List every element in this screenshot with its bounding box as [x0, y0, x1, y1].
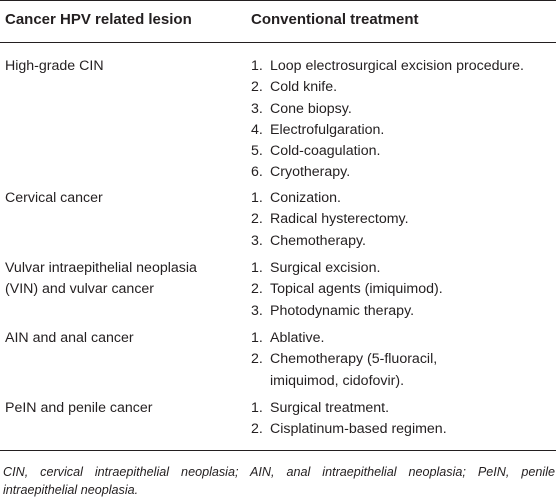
- header-treatment: Conventional treatment: [251, 11, 419, 28]
- item-text: Ablative.: [270, 330, 325, 346]
- row-lesion: [5, 56, 104, 77]
- treatment-item: [251, 77, 524, 98]
- item-number: 1.: [251, 58, 263, 74]
- treatment-item: [251, 188, 409, 209]
- item-text: Cisplatinum-based regimen.: [270, 421, 447, 438]
- lesion-line: AIN and anal cancer: [5, 330, 134, 346]
- lesion-line: PeIN and penile cancer: [5, 400, 153, 416]
- treatment-item: [251, 349, 437, 370]
- treatment-item: [251, 56, 524, 77]
- item-text: Cold knife.: [270, 79, 338, 96]
- item-number: 4.: [251, 121, 263, 138]
- row-lesion: [5, 258, 197, 301]
- table-footnote: CIN, cervical intraepithelial neoplasia; AIN, anal intraepithelial neoplasia; PeIN, penile intraepithelial neoplasia.: [3, 465, 555, 497]
- treatment-item: [251, 120, 524, 141]
- item-number: 1.: [251, 260, 263, 276]
- item-text: Cold-coagulation.: [270, 143, 381, 160]
- item-number: 3.: [251, 100, 263, 117]
- row-lesion: [5, 328, 134, 349]
- treatment-item: [251, 258, 443, 279]
- treatment-item: [251, 301, 443, 322]
- lesion-line: Vulvar intraepithelial neoplasia: [5, 260, 197, 276]
- item-number: 3.: [251, 232, 263, 249]
- item-text: Chemotherapy.: [270, 232, 366, 249]
- item-number: 2.: [251, 79, 263, 96]
- item-text: Radical hysterectomy.: [270, 211, 409, 228]
- item-text: Chemotherapy (5-fluoracil,: [270, 351, 438, 368]
- item-number: 2.: [251, 351, 263, 368]
- row-lesion: [5, 188, 103, 209]
- treatment-item: [251, 279, 443, 300]
- item-number: 1.: [251, 330, 263, 346]
- row-treatments: [251, 328, 437, 392]
- treatment-item: [251, 141, 524, 162]
- item-number: 6.: [251, 164, 263, 181]
- item-text: Topical agents (imiquimod).: [270, 281, 443, 298]
- row-treatments: [251, 398, 447, 441]
- item-text: Conization.: [270, 190, 341, 206]
- treatment-item: [251, 328, 437, 349]
- item-text: Surgical excision.: [270, 260, 381, 276]
- item-number: 1.: [251, 190, 263, 206]
- header-lesion: Cancer HPV related lesion: [5, 11, 192, 28]
- item-number: 1.: [251, 400, 263, 416]
- table-top-rule: [0, 0, 556, 1]
- item-text: imiquimod, cidofovir).: [270, 372, 405, 389]
- treatment-item: [251, 99, 524, 120]
- row-treatments: [251, 258, 443, 322]
- treatment-item: [251, 209, 409, 230]
- treatment-item-continuation: [251, 371, 437, 392]
- lesion-line: Cervical cancer: [5, 190, 103, 206]
- item-text: Cone biopsy.: [270, 100, 352, 117]
- item-number: 5.: [251, 143, 263, 160]
- item-number: 2.: [251, 281, 263, 298]
- lesion-line: (VIN) and vulvar cancer: [5, 281, 155, 298]
- lesion-line: High-grade CIN: [5, 58, 104, 74]
- item-number: 3.: [251, 302, 263, 319]
- treatment-item: [251, 231, 409, 252]
- item-number: 2.: [251, 211, 263, 228]
- item-number: 2.: [251, 421, 263, 438]
- item-text: Electrofulgaration.: [270, 121, 385, 138]
- row-treatments: [251, 188, 409, 252]
- row-lesion: [5, 398, 153, 419]
- item-text: Cryotherapy.: [270, 164, 351, 181]
- item-text: Surgical treatment.: [270, 400, 390, 416]
- treatment-item: [251, 162, 524, 183]
- treatment-item: [251, 398, 447, 419]
- treatment-item: [251, 419, 447, 440]
- row-treatments: [251, 56, 524, 184]
- item-text: Photodynamic therapy.: [270, 302, 415, 319]
- table-bottom-rule: [0, 450, 556, 451]
- item-text: Loop electrosurgical excision procedure.: [270, 58, 524, 74]
- header-rule: [0, 42, 556, 43]
